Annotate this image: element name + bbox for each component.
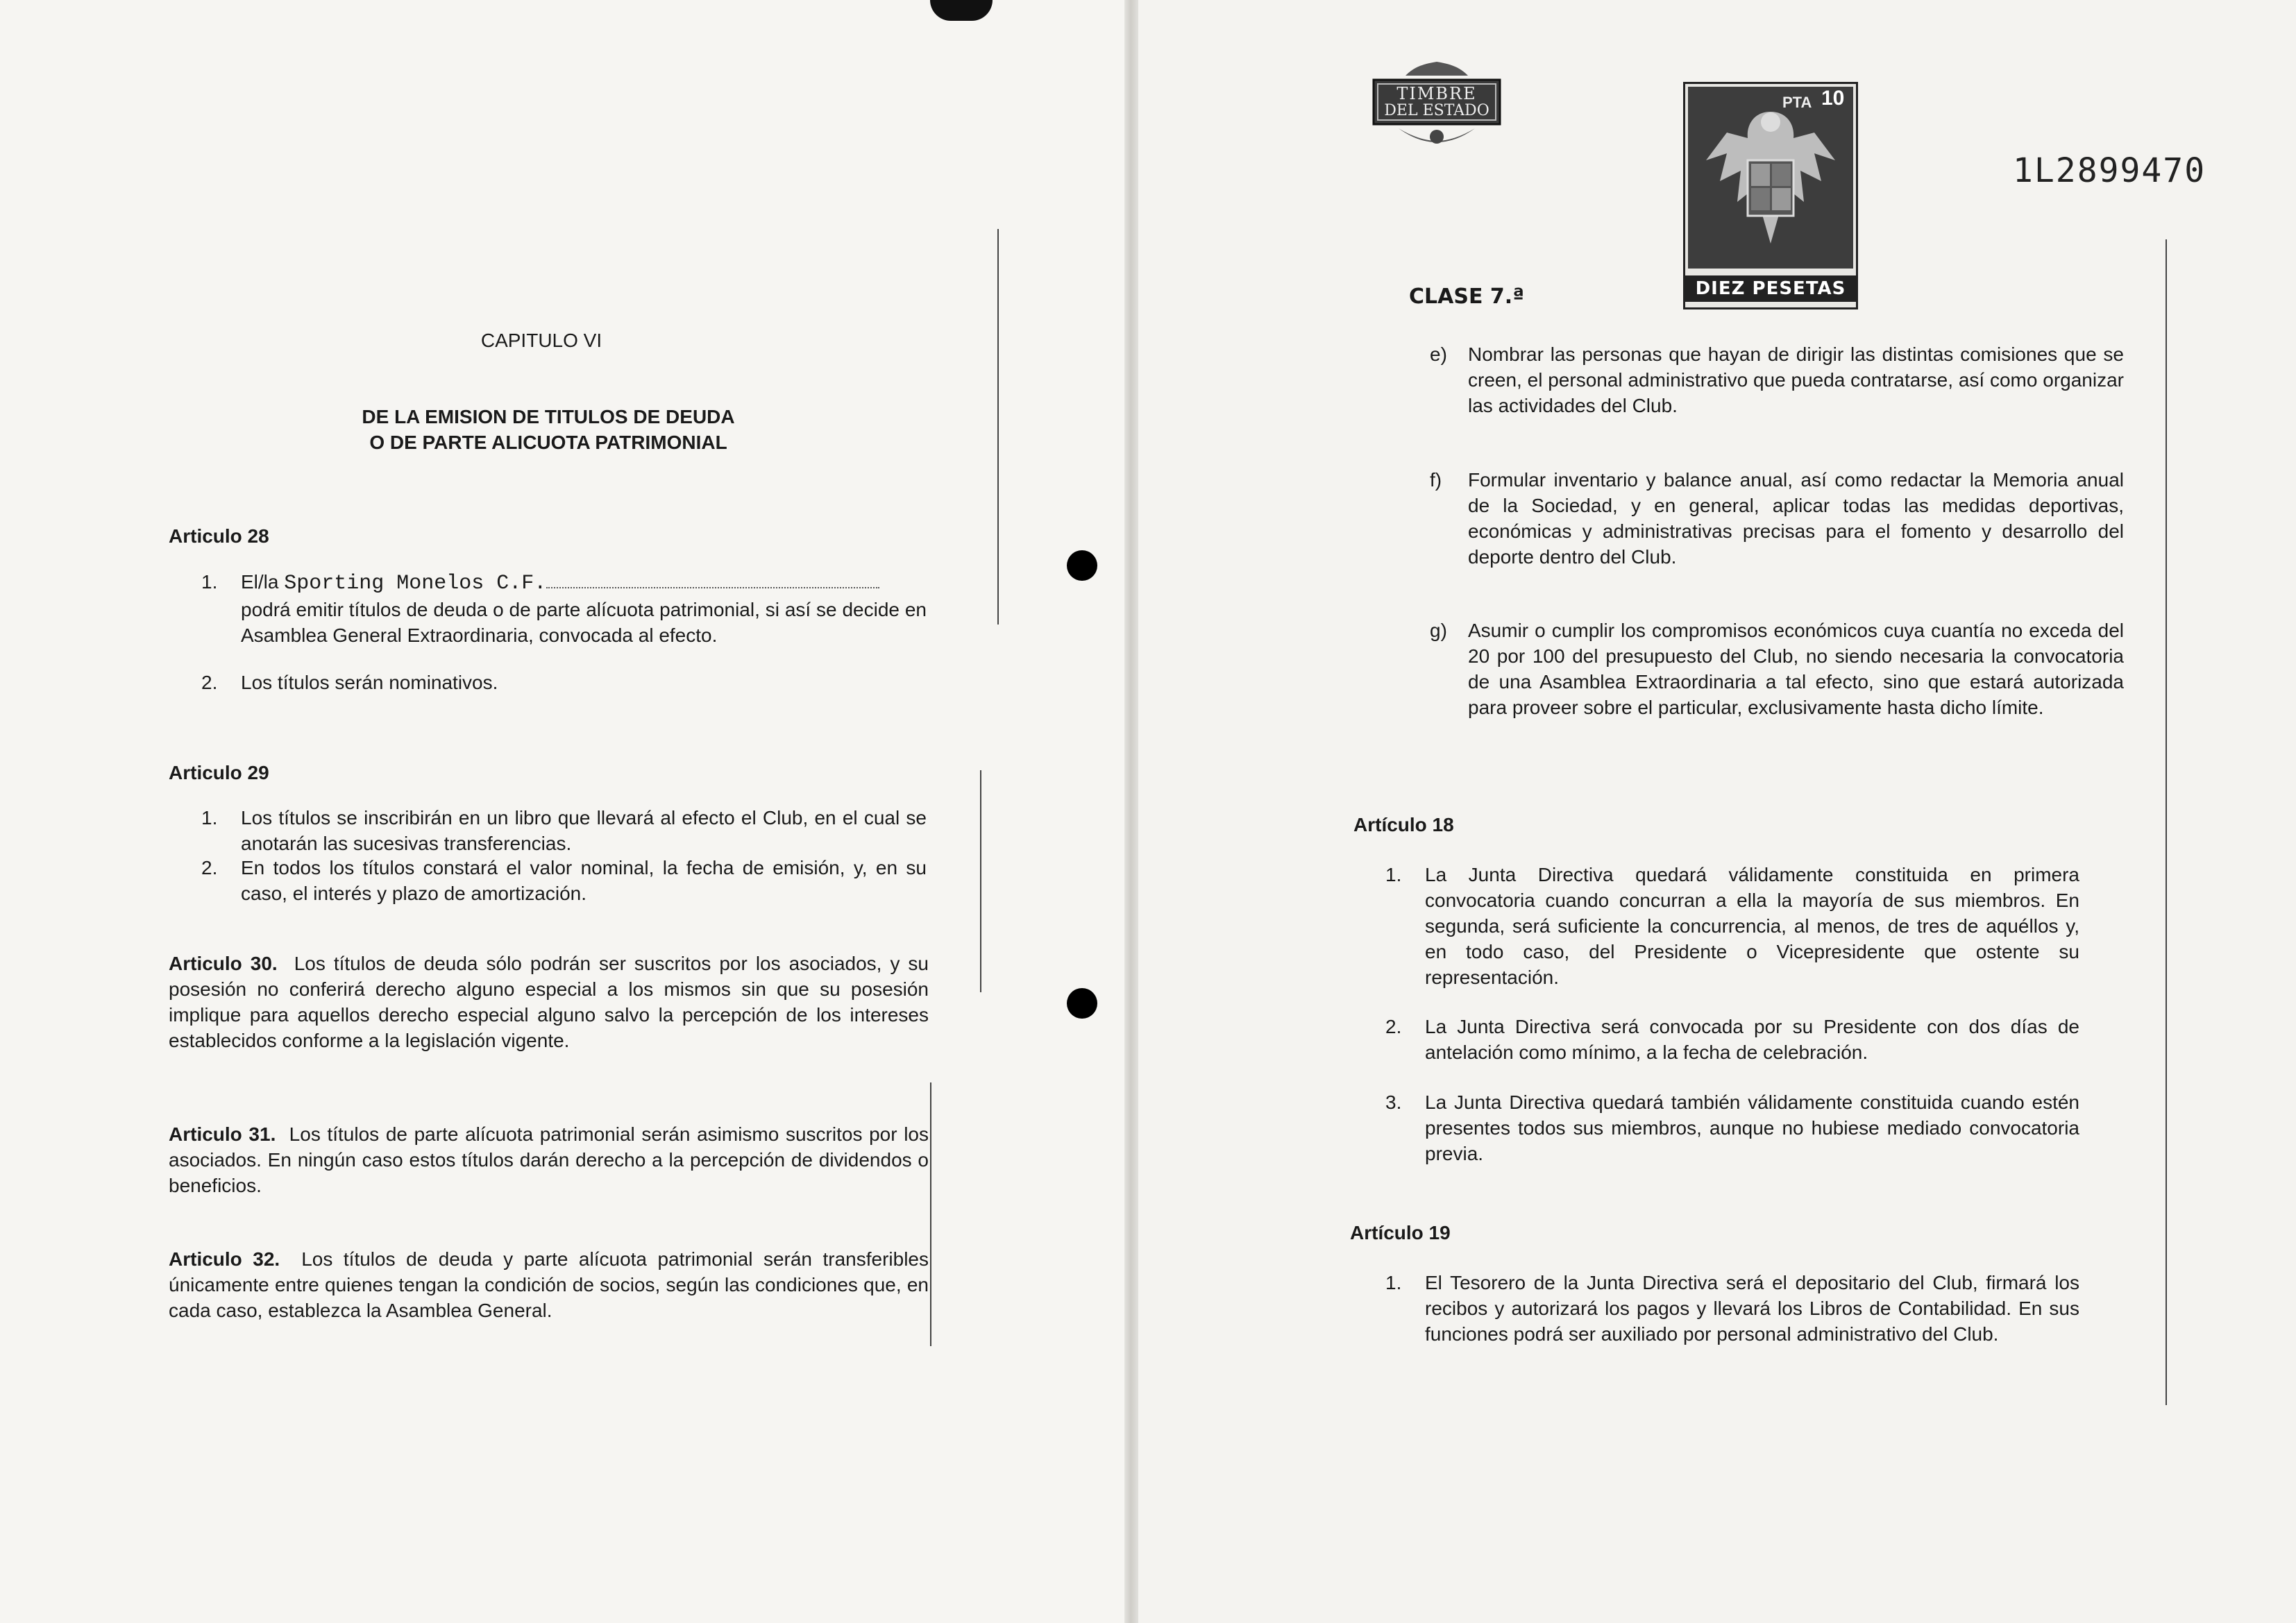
punch-hole xyxy=(1067,988,1097,1019)
article-28-heading: Articulo 28 xyxy=(169,525,269,547)
chapter-title-line2: O DE PARTE ALICUOTA PATRIMONIAL xyxy=(369,432,727,453)
item-text: Nombrar las personas que hayan de dirigir las distintas comisiones que se creen, el personal administrativo que pueda contratarse, así como organizar las actividades del Club. xyxy=(1468,343,2124,416)
item-prefix: El/la xyxy=(241,571,279,593)
clase-label: CLASE 7.ª xyxy=(1409,284,1525,309)
coat-of-arms-icon xyxy=(1685,84,1856,271)
article-29-heading: Articulo 29 xyxy=(169,762,269,783)
page-fold xyxy=(1124,0,1138,1623)
item-text: La Junta Directiva quedará también válidamente constituida cuando estén presentes todos sus miembros, aunque no hubiese mediado convocatoria previa. xyxy=(1425,1091,2079,1164)
stamp-value: 10 xyxy=(1821,87,1845,110)
item-text: Formular inventario y balance anual, así como redactar la Memoria anual de la Sociedad, y en general, aplicar todas las medidas deportivas, económicas y administrativas precisas para el fomento y desarrollo del deporte dentro del Club. xyxy=(1468,469,2124,568)
article-18-heading: Artículo 18 xyxy=(1353,814,1454,835)
item-letter: g) xyxy=(1430,620,1447,641)
timbre-line1: TIMBRE xyxy=(1396,84,1477,103)
article-30 xyxy=(169,951,929,1053)
item-number: 2. xyxy=(201,857,218,878)
punch-hole xyxy=(1067,550,1097,581)
item-letter: e) xyxy=(1430,343,1447,365)
item-number: 1. xyxy=(1385,864,1402,885)
article-19-heading: Artículo 19 xyxy=(1350,1222,1451,1243)
serial-number: 1L2899470 xyxy=(2013,151,2206,190)
ten-pesetas-stamp xyxy=(1683,82,1858,309)
article-31-text: Los títulos de parte alícuota patrimonial serán asimismo suscritos por los asociados. En ningún caso estos títulos darán derecho a la percepción de dividendos o beneficios. xyxy=(169,1123,929,1196)
club-name: Sporting Monelos C.F. xyxy=(284,572,547,595)
item-number: 1. xyxy=(201,807,218,829)
margin-line xyxy=(930,1082,931,1346)
chapter-title-line1: DE LA EMISION DE TITULOS DE DEUDA xyxy=(362,406,735,427)
article-30-text: Los títulos de deuda sólo podrán ser suscritos por los asociados, y su posesión no conferirá derecho alguno especial a los mismos sin que su posesión implique para aquellos derecho especial alguno salvo la percepción de los intereses establecidos conforme a la legislación vigente. xyxy=(169,953,929,1051)
margin-line xyxy=(2166,239,2167,1405)
margin-line xyxy=(997,229,999,624)
item-text: La Junta Directiva será convocada por su Presidente con dos días de antelación como mínimo, a la fecha de celebración. xyxy=(1425,1016,2079,1063)
stamp-pta: PTA xyxy=(1782,94,1812,111)
item-text: Los títulos se inscribirán en un libro que llevará al efecto el Club, en el cual se anotarán las sucesivas transferencias. xyxy=(241,807,927,854)
article-32 xyxy=(169,1246,929,1323)
article-32-heading: Articulo 32. xyxy=(169,1248,280,1270)
item-text: El Tesorero de la Junta Directiva será el depositario del Club, firmará los recibos y autorizará los pagos y llevará los Libros de Contabilidad. En sus funciones podrá ser auxiliado por personal administrativo del Club. xyxy=(1425,1272,2079,1345)
item-number: 2. xyxy=(1385,1016,1402,1037)
stamp-caption: DIEZ PESETAS xyxy=(1685,275,1856,302)
item-number: 1. xyxy=(1385,1272,1402,1293)
left-page xyxy=(0,0,1124,1623)
fill-in-line xyxy=(546,580,879,588)
timbre-line2: DEL ESTADO xyxy=(1384,102,1489,119)
item-text: Los títulos serán nominativos. xyxy=(241,672,498,693)
right-page xyxy=(1138,0,2296,1623)
article-32-text: Los títulos de deuda y parte alícuota patrimonial serán transferibles únicamente entre quienes tengan la condición de socios, según las condiciones que, en cada caso, establezca la Asamblea General. xyxy=(169,1248,929,1321)
margin-line xyxy=(980,770,981,992)
item-text: La Junta Directiva quedará válidamente constituida en primera convocatoria cuando concurran a ella la mayoría de sus miembros. En segunda, será suficiente la concurrencia, al menos, de tres de aquéllos y, en todo caso, del Presidente o Vicepresidente que ostente su representación. xyxy=(1425,864,2079,988)
item-number: 1. xyxy=(201,571,218,593)
chapter-heading: CAPITULO VI xyxy=(480,330,602,351)
item-number: 2. xyxy=(201,672,218,693)
article-31-heading: Articulo 31. xyxy=(169,1123,276,1145)
article-30-heading: Articulo 30. xyxy=(169,953,278,974)
article-31 xyxy=(169,1121,929,1198)
item-text: podrá emitir títulos de deuda o de parte alícuota patrimonial, si así se decide en Asamblea General Extraordinaria, convocada al efecto. xyxy=(241,599,927,646)
item-text: En todos los títulos constará el valor nominal, la fecha de emisión, y, en su caso, el interés y plazo de amortización. xyxy=(241,857,927,904)
item-text: Asumir o cumplir los compromisos económicos cuya cuantía no exceda del 20 por 100 del presupuesto del Club, no siendo necesaria la convocatoria de una Asamblea Extraordinaria a tal efecto, sino que estará autorizada para proveer sobre el particular, exclusivamente hasta dicho límite. xyxy=(1468,620,2124,718)
timbre-del-estado-stamp xyxy=(1371,59,1503,153)
item-number: 3. xyxy=(1385,1091,1402,1113)
item-letter: f) xyxy=(1430,469,1442,491)
